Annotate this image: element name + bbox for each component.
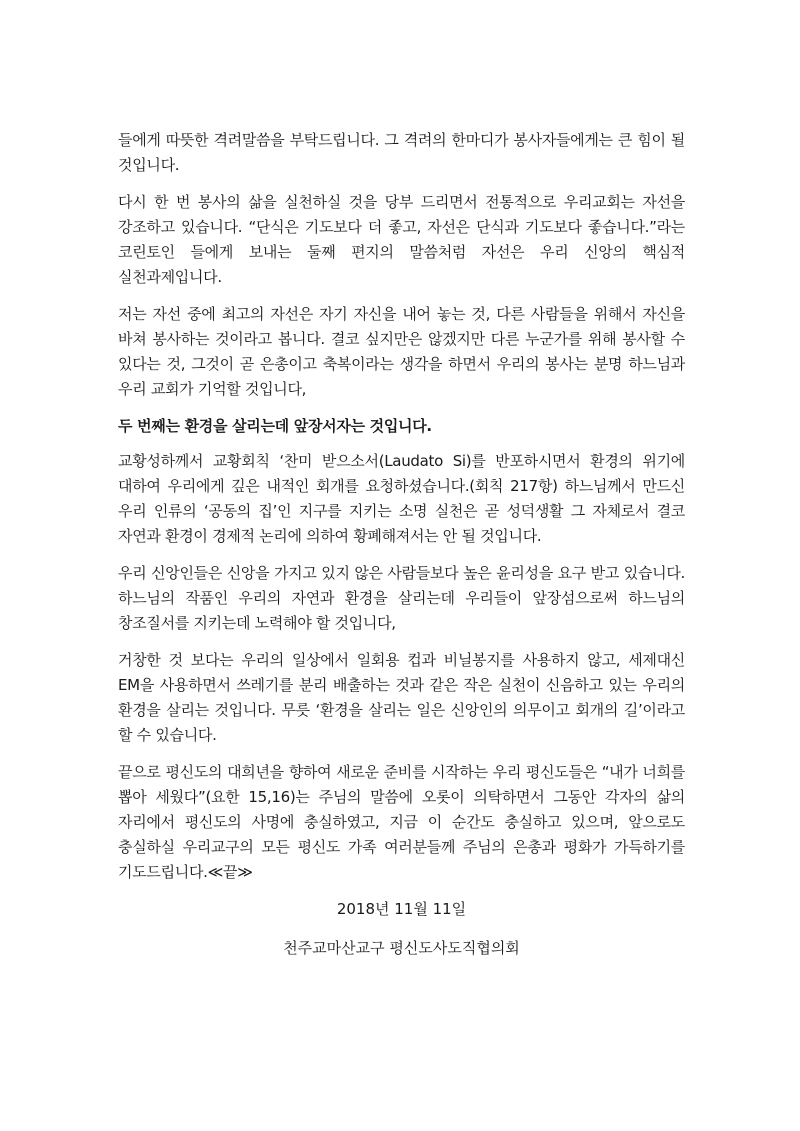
paragraph-self-giving: 저는 자선 중에 최고의 자선은 자기 자신을 내어 놓는 것, 다른 사람들을 위해서 자신을 바쳐 봉사하는 것이라고 봅니다. 결코 싶지만은 않겠지만 다른 누군가를 위해 봉사할 수 있다는 것, 그것이 곧 은총이고 축복이라는 생각을 하면서 우리의 봉사는 분명 하느님과 우리 교회가 기억할 것입니다,	[118, 305, 685, 398]
paragraph-encouragement: 들에게 따뜻한 격려말씀을 부탁드립니다. 그 격려의 한마디가 봉사자들에게는 큰 힘이 될 것입니다.	[118, 131, 685, 174]
document-page	[118, 128, 685, 961]
paragraph-ethics: 우리 신앙인들은 신앙을 가지고 있지 않은 사람들보다 높은 윤리성을 요구 받고 있습니다. 하느님의 작품인 우리의 자연과 환경을 살리는데 우리들이 앞장섬으로써 하느님의 창조질서를 지키는데 노력해야 할 것입니다,	[118, 564, 685, 632]
paragraph-closing: 끝으로 평신도의 대희년을 향하여 새로운 준비를 시작하는 우리 평신도들은 “내가 너희를 뽑아 세웠다”(요한 15,16)는 주님의 말씀에 오롯이 의탁하면서 그동안 각자의 삶의 자리에서 평신도의 사명에 충실하였고, 지금 이 순간도 충실하고 있으며, 앞으로도 충실하실 우리교구의 모든 평신도 가족 여러분들께 주님의 은총과 평화가 가득하기를 기도드립니다.≪끝≫	[118, 763, 685, 881]
document-signature: 천주교마산교구 평신도사도직협의회	[283, 939, 520, 957]
paragraph-charity-tradition: 다시 한 번 봉사의 삶을 실천하실 것을 당부 드리면서 전통적으로 우리교회는 자선을 강조하고 있습니다. “단식은 기도보다 더 좋고, 자선은 단식과 기도보다 좋습니다.”라는 코린토인 들에게 보내는 둘째 편지의 말씀처럼 자선은 우리 신앙의 핵심적 실천과제입니다.	[118, 193, 685, 286]
paragraph-laudato-si: 교황성하께서 교황회칙 ‘찬미 받으소서(Laudato Si)를 반포하시면서 환경의 위기에 대하여 우리에게 깊은 내적인 회개를 요청하셨습니다.(회칙 217항) 하느님께서 만드신 우리 인류의 ‘공동의 집’인 지구를 지키는 소명 실천은 곧 성덕생활 그 자체로서 결코 자연과 환경이 경제적 논리에 의하여 황폐해져서는 안 될 것입니다.	[118, 452, 685, 545]
paragraph-daily-practice: 거창한 것 보다는 우리의 일상에서 일회용 컵과 비닐봉지를 사용하지 않고, 세제대신 EM을 사용하면서 쓰레기를 분리 배출하는 것과 같은 작은 실천이 신음하고 있는 우리의 환경을 살리는 것입니다. 무릇 ‘환경을 살리는 일은 신앙인의 의무이고 회개의 길’이라고 할 수 있습니다.	[118, 651, 685, 744]
document-date: 2018년 11월 11일	[336, 900, 467, 918]
section-heading-environment: 두 번째는 환경을 살리는데 앞장서자는 것입니다.	[118, 417, 432, 435]
